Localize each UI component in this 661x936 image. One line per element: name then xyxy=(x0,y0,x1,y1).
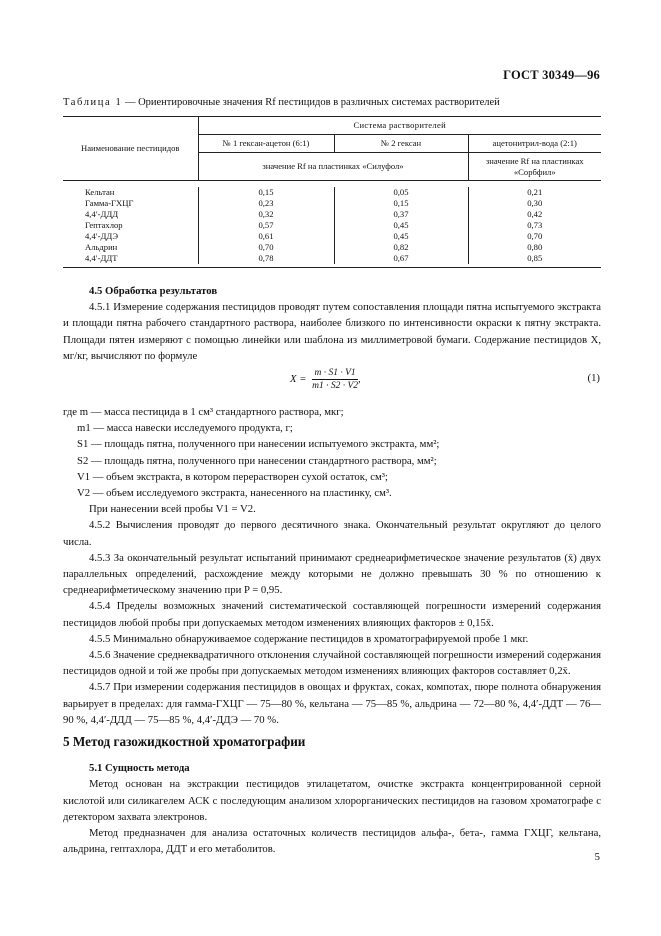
where-line: m1 — масса навески исследуемого продукта, г; xyxy=(77,422,293,435)
cell-rf-system-3: 0,85 xyxy=(468,253,601,264)
cell-rf-system-2: 0,67 xyxy=(334,253,468,264)
cell-rf-system-3: 0,42 xyxy=(468,209,601,220)
page-number: 5 xyxy=(594,851,600,863)
cell-rf-system-1: 0,61 xyxy=(198,231,334,242)
section-heading-5-1: 5.1 Сущность метода xyxy=(89,762,190,775)
cell-rf-system-2: 0,15 xyxy=(334,198,468,209)
where-line: V2 — объем исследуемого экстракта, нанесенного на пластинку, см³. xyxy=(77,487,392,500)
formula-explanation xyxy=(63,404,601,728)
cell-pesticide-name: 4,4′-ДДТ xyxy=(85,253,118,263)
cell-rf-system-1: 0,23 xyxy=(198,198,334,209)
formula-lhs: X = xyxy=(290,372,307,385)
cell-rf-system-3: 0,80 xyxy=(468,242,601,253)
cell-rf-system-2: 0,45 xyxy=(334,231,468,242)
cell-rf-system-1: 0,15 xyxy=(198,187,334,198)
rf-values-table xyxy=(63,116,601,268)
table-caption-text: — Ориентировочные значения Rf пестицидов в различных системах растворителей xyxy=(122,97,500,108)
paragraph-4-5-6: 4.5.6 Значение среднеквадратичного отклонения случайной составляющей погрешности измерений содержания пестицидов одной и той же пробы при допускаемых методом изменениях влияющих факторов составляет 0,2x̄. xyxy=(63,649,601,678)
section-heading-4-5: 4.5 Обработка результатов xyxy=(89,285,218,297)
section-5 xyxy=(63,734,601,857)
cell-rf-system-1: 0,57 xyxy=(198,220,334,231)
cell-pesticide-name: Гептахлор xyxy=(85,220,123,230)
table-row xyxy=(63,187,601,198)
cell-rf-system-3: 0,21 xyxy=(468,187,601,198)
cell-rf-system-1: 0,32 xyxy=(198,209,334,220)
col-header-solvent-system: Система растворителей xyxy=(198,117,601,135)
cell-rf-system-1: 0,78 xyxy=(198,253,334,264)
formula-number: (1) xyxy=(587,372,600,384)
paragraph-4-5-4: 4.5.4 Пределы возможных значений систематической составляющей погрешности измерений содержания пестицидов любой пробы при допускаемых методом изменениях влияющих факторов ± 0,15x̄. xyxy=(63,600,601,629)
table-row xyxy=(63,198,601,209)
col-header-system-3: ацетонитрил-вода (2:1) xyxy=(468,135,601,153)
table-row xyxy=(63,220,601,231)
where-line: где m — масса пестицида в 1 см³ стандартного раствора, мкг; xyxy=(63,406,344,418)
paragraph-4-5-7: 4.5.7 При измерении содержания пестицидов в овощах и фруктах, соках, компотах, пюре полнота обнаружения варьирует в пределах: для гамма-ГХЦГ — 75—80 %, кельтана — 75—85 %, альдрина — 72—80 %, 4,4′-ДДТ — 76—90 %, 4,4′-ДДД — 75—85 %, 4,4′-ДДЭ — 70 %. xyxy=(63,681,601,726)
section-heading-5: 5 Метод газожидкостной хроматографии xyxy=(63,734,306,749)
cell-rf-system-2: 0,05 xyxy=(334,187,468,198)
paragraph-4-5-5: 4.5.5 Минимально обнаруживаемое содержание пестицидов в хроматографируемой пробе 1 мкг. xyxy=(89,632,529,645)
paragraph-5-1-a: Метод основан на экстракции пестицидов этилацетатом, очистке экстракта концентрированной серной кислотой или силикагелем АСК с последующим анализом хлорорганических пестицидов на газовом хроматографе с детектором захвата электронов. xyxy=(63,778,601,823)
table-row xyxy=(63,242,601,253)
cell-pesticide-name: Альдрин xyxy=(85,242,118,252)
full-sample-note: При нанесении всей пробы V1 = V2. xyxy=(89,503,256,516)
paragraph-4-5-3: 4.5.3 За окончательный результат испытаний принимают среднеарифметическое значение результатов (x̄) двух параллельных определений, расхождение между которыми не должно превышать 30 % по отношению к среднеарифметическому значению при P = 0,95. xyxy=(63,551,601,597)
formula-tail: , xyxy=(358,372,361,385)
cell-rf-system-2: 0,82 xyxy=(334,242,468,253)
col-header-sorbfil xyxy=(468,153,601,181)
cell-rf-system-3: 0,70 xyxy=(468,231,601,242)
cell-rf-system-1: 0,70 xyxy=(198,242,334,253)
table-row xyxy=(63,209,601,220)
where-line: S2 — площадь пятна, полученного при нанесении стандартного раствора, мм²; xyxy=(77,454,437,467)
table-row xyxy=(63,231,601,242)
cell-pesticide-name: Кельтан xyxy=(85,187,115,197)
paragraph-5-1-b: Метод предназначен для анализа остаточных количеств пестицидов альфа-, бета-, гамма ГХЦГ, кельтана, альдрина, гептахлора, ДДТ и его метаболитов. xyxy=(63,827,601,856)
formula-numerator: m · S1 · V1 xyxy=(312,368,358,380)
col-header-silufol: значение Rf на пластинках «Силуфол» xyxy=(198,153,468,181)
paragraph-4-5-2: 4.5.2 Вычисления проводят до первого десятичного знака. Окончательный результат округляют до целого числа. xyxy=(63,519,601,548)
cell-pesticide-name: 4,4′-ДДД xyxy=(85,209,119,219)
cell-pesticide-name: 4,4′-ДДЭ xyxy=(85,231,119,241)
table-row xyxy=(63,253,601,264)
col-header-pesticide-name: Наименование пестицидов xyxy=(63,117,198,181)
formula-denominator: m1 · S2 · V2 xyxy=(312,381,359,391)
col-header-sorbfil-line2: «Сорбфил» xyxy=(513,166,556,177)
where-line: S1 — площадь пятна, полученного при нанесении испытуемого экстракта, мм²; xyxy=(77,438,440,451)
table-caption-label: Таблица 1 xyxy=(63,97,123,108)
paragraph-4-5-1: 4.5.1 Измерение содержания пестицидов проводят путем сопоставления площади пятна испытуемого экстракта и площади пятна рабочего стандартного раствора, наиболее близкого по интенсивности окраски к пятну экстракта. Площади пятен измеряют с помощью линейки или шаблона из миллиметровой бумаги. Содержание пестицидов X, мг/кг, вычисляют по формуле xyxy=(63,301,601,362)
cell-pesticide-name: Гамма-ГХЦГ xyxy=(85,198,134,208)
formula-1 xyxy=(290,368,361,391)
cell-rf-system-3: 0,30 xyxy=(468,198,601,209)
cell-rf-system-3: 0,73 xyxy=(468,220,601,231)
cell-rf-system-2: 0,45 xyxy=(334,220,468,231)
standard-number: ГОСТ 30349—96 xyxy=(503,68,600,82)
formula-fraction xyxy=(312,368,358,391)
col-header-sorbfil-line1: значение Rf на пластинках xyxy=(485,155,584,166)
table-caption xyxy=(63,97,500,108)
cell-rf-system-2: 0,37 xyxy=(334,209,468,220)
col-header-system-2: № 2 гексан xyxy=(334,135,468,153)
col-header-system-1: № 1 гексан-ацетон (6:1) xyxy=(198,135,334,153)
section-4-5 xyxy=(63,283,601,364)
where-line: V1 — объем экстракта, в котором перерастворен сухой остаток, см³; xyxy=(77,470,388,483)
